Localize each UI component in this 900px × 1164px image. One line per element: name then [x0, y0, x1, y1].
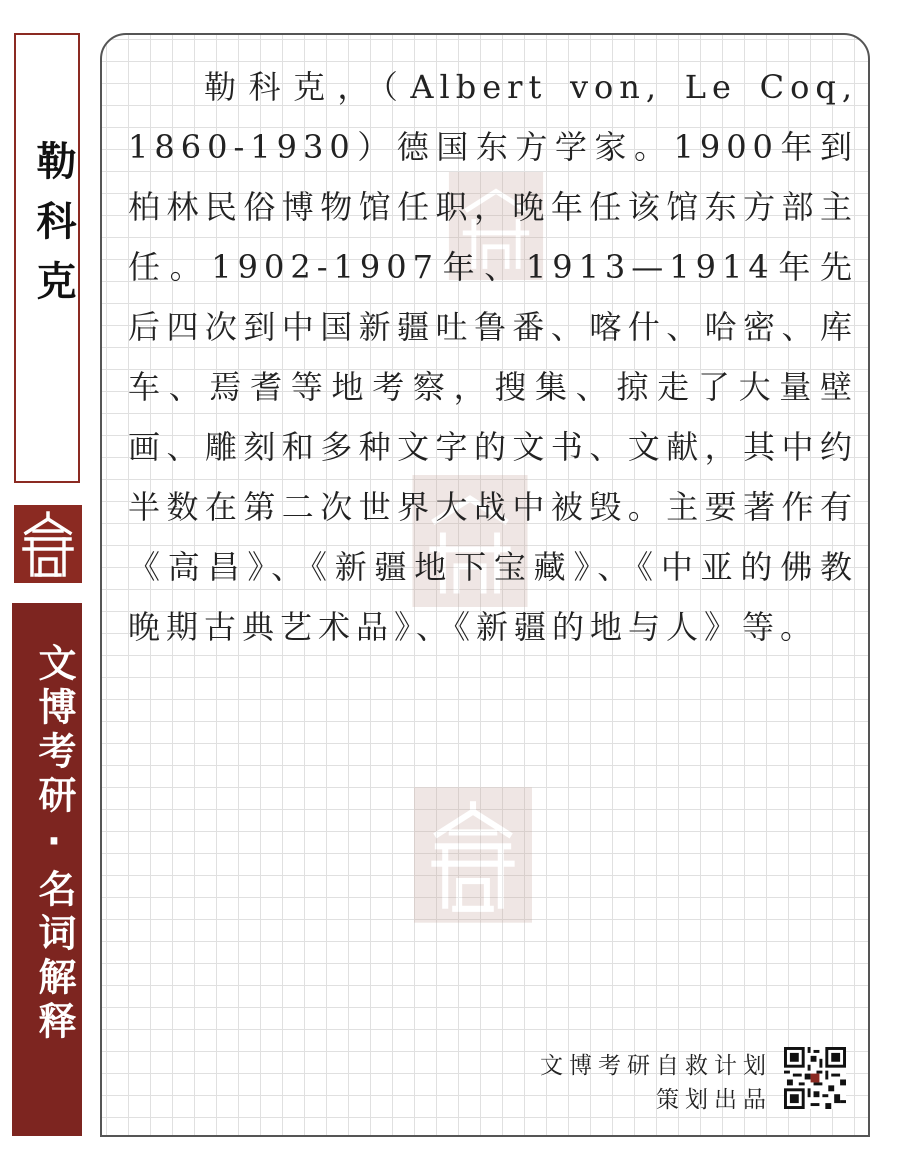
credit-block: [540, 1049, 772, 1117]
credit-line-1: 文博考研自救计划: [540, 1053, 772, 1079]
seal-logo-icon: [14, 505, 82, 583]
series-label: 文博考研·名词解释: [32, 643, 76, 1045]
series-label-box: [12, 603, 82, 1136]
credit-line-2: 策划出品: [656, 1087, 772, 1113]
watermark-seal-icon: [414, 787, 532, 923]
qr-code-icon: [784, 1047, 846, 1109]
term-title-box: [14, 33, 80, 483]
term-title: 勒科克: [30, 140, 76, 320]
definition-text: 勒科克，（Albert von, Le Coq, 1860-1930）德国东方学家。1900年到柏林民俗博物馆任职，晚年任该馆东方部主任。1902-1907年、1913—1914年先后四次到中国新疆吐鲁番、喀什、哈密、库车、焉耆等地考察，搜集、掠走了大量壁画、雕刻和多种文字的文书、文献，其中约半数在第二次世界大战中被毁。主要著作有《高昌》、《新疆地下宝藏》、《中亚的佛教晚期古典艺术品》、《新疆的地与人》等。: [128, 68, 858, 646]
definition-paper: [100, 33, 870, 1137]
